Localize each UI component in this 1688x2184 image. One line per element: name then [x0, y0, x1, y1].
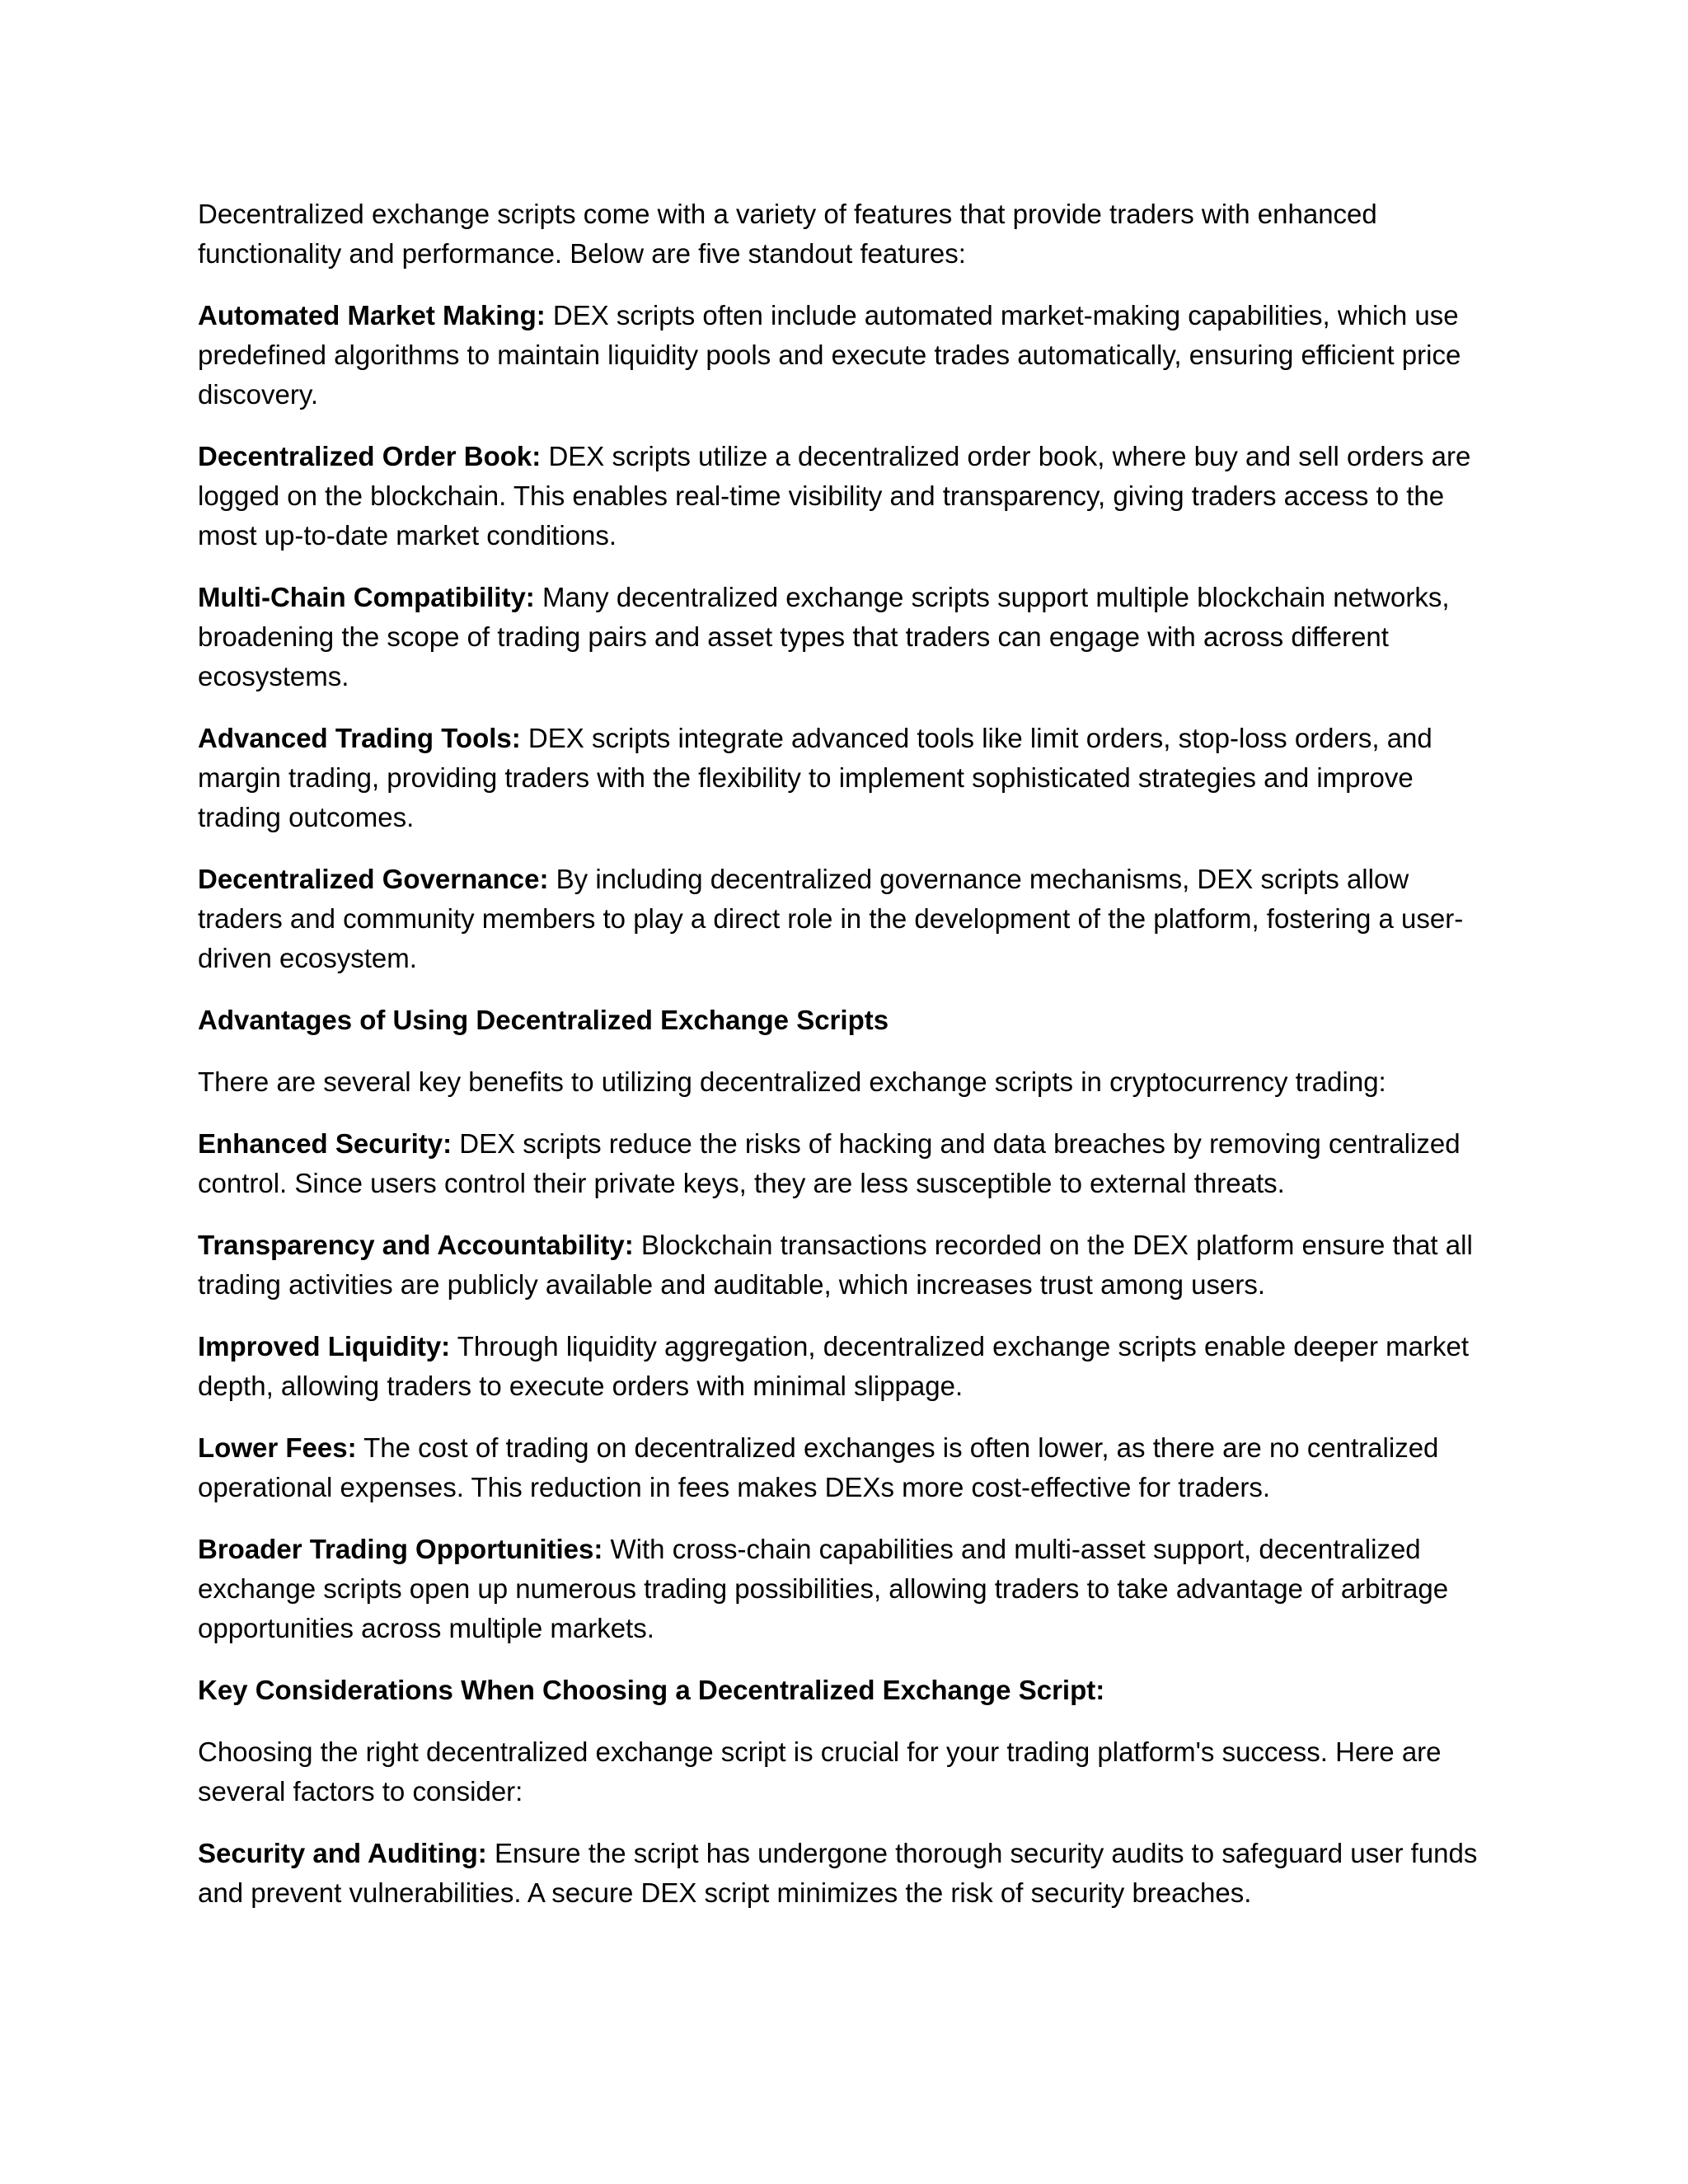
- feature-paragraph-automated-market-making: [198, 296, 1500, 415]
- document-page: [198, 194, 1500, 1935]
- paragraph-text: Choosing the right decentralized exchange script is crucial for your trading platform's success. Here are several factors to consider:: [198, 1736, 1442, 1807]
- paragraph-text: Blockchain transactions recorded on the DEX platform ensure that all trading activities are publicly available and auditable, which increases trust among users.: [198, 1230, 1473, 1300]
- paragraph-text: DEX scripts reduce the risks of hacking and data breaches by removing centralized control. Since users control their private keys, they are less susceptible to external threats.: [198, 1128, 1461, 1198]
- paragraph-text: DEX scripts often include automated market-making capabilities, which use predefined algorithms to maintain liquidity pools and execute trades automatically, ensuring efficient price discovery.: [198, 300, 1461, 410]
- advantage-paragraph-opportunities: [198, 1530, 1500, 1648]
- advantage-paragraph-transparency: [198, 1226, 1500, 1305]
- paragraph-lead: Improved Liquidity:: [198, 1331, 451, 1361]
- paragraph-lead: Decentralized Governance:: [198, 864, 549, 894]
- considerations-intro-paragraph: [198, 1732, 1500, 1811]
- feature-paragraph-multi-chain: [198, 578, 1500, 696]
- paragraph-text: DEX scripts integrate advanced tools like limit orders, stop-loss orders, and margin trading, providing traders with the flexibility to implement sophisticated strategies and improve trading outcomes.: [198, 723, 1432, 832]
- paragraph-text: Ensure the script has undergone thorough security audits to safeguard user funds and prevent vulnerabilities. A secure DEX script minimizes the risk of security breaches.: [198, 1838, 1478, 1908]
- paragraph-lead: Decentralized Order Book:: [198, 441, 542, 471]
- feature-paragraph-governance: [198, 860, 1500, 978]
- paragraph-lead: Lower Fees:: [198, 1432, 357, 1463]
- intro-paragraph: [198, 194, 1500, 274]
- paragraph-text: Many decentralized exchange scripts support multiple blockchain networks, broadening the scope of trading pairs and asset types that traders can engage with across different ecosystems.: [198, 582, 1450, 691]
- paragraph-lead: Enhanced Security:: [198, 1128, 452, 1159]
- paragraph-text: There are several key benefits to utilizing decentralized exchange scripts in cryptocurrency trading:: [198, 1066, 1386, 1097]
- paragraph-lead: Transparency and Accountability:: [198, 1230, 634, 1260]
- feature-paragraph-trading-tools: [198, 719, 1500, 837]
- advantages-intro-paragraph: [198, 1062, 1500, 1102]
- paragraph-text: By including decentralized governance mechanisms, DEX scripts allow traders and community members to play a direct role in the development of the platform, fostering a user-driven ecosystem.: [198, 864, 1464, 973]
- paragraph-text: With cross-chain capabilities and multi-asset support, decentralized exchange scripts open up numerous trading possibilities, allowing traders to take advantage of arbitrage opportunities across multiple markets.: [198, 1534, 1449, 1643]
- feature-paragraph-order-book: [198, 437, 1500, 555]
- advantage-paragraph-fees: [198, 1428, 1500, 1507]
- paragraph-text: Decentralized exchange scripts come with a variety of features that provide traders with enhanced functionality and performance. Below are five standout features:: [198, 199, 1377, 269]
- paragraph-lead: Multi-Chain Compatibility:: [198, 582, 535, 612]
- advantage-paragraph-security: [198, 1124, 1500, 1203]
- paragraph-text: DEX scripts utilize a decentralized order book, where buy and sell orders are logged on the blockchain. This enables real-time visibility and transparency, giving traders access to the most up-to-date market conditions.: [198, 441, 1471, 551]
- paragraph-lead: Automated Market Making:: [198, 300, 546, 330]
- advantage-paragraph-liquidity: [198, 1327, 1500, 1406]
- paragraph-text: Through liquidity aggregation, decentralized exchange scripts enable deeper market depth, allowing traders to execute orders with minimal slippage.: [198, 1331, 1469, 1401]
- section-heading-considerations: Key Considerations When Choosing a Decentralized Exchange Script:: [198, 1675, 1105, 1705]
- paragraph-lead: Broader Trading Opportunities:: [198, 1534, 603, 1564]
- paragraph-text: The cost of trading on decentralized exchanges is often lower, as there are no centralized operational expenses. This reduction in fees makes DEXs more cost-effective for traders.: [198, 1432, 1439, 1502]
- consideration-paragraph-security-auditing: [198, 1834, 1500, 1913]
- section-heading-advantages: Advantages of Using Decentralized Exchange Scripts: [198, 1005, 889, 1035]
- paragraph-lead: Advanced Trading Tools:: [198, 723, 521, 753]
- paragraph-lead: Security and Auditing:: [198, 1838, 487, 1868]
